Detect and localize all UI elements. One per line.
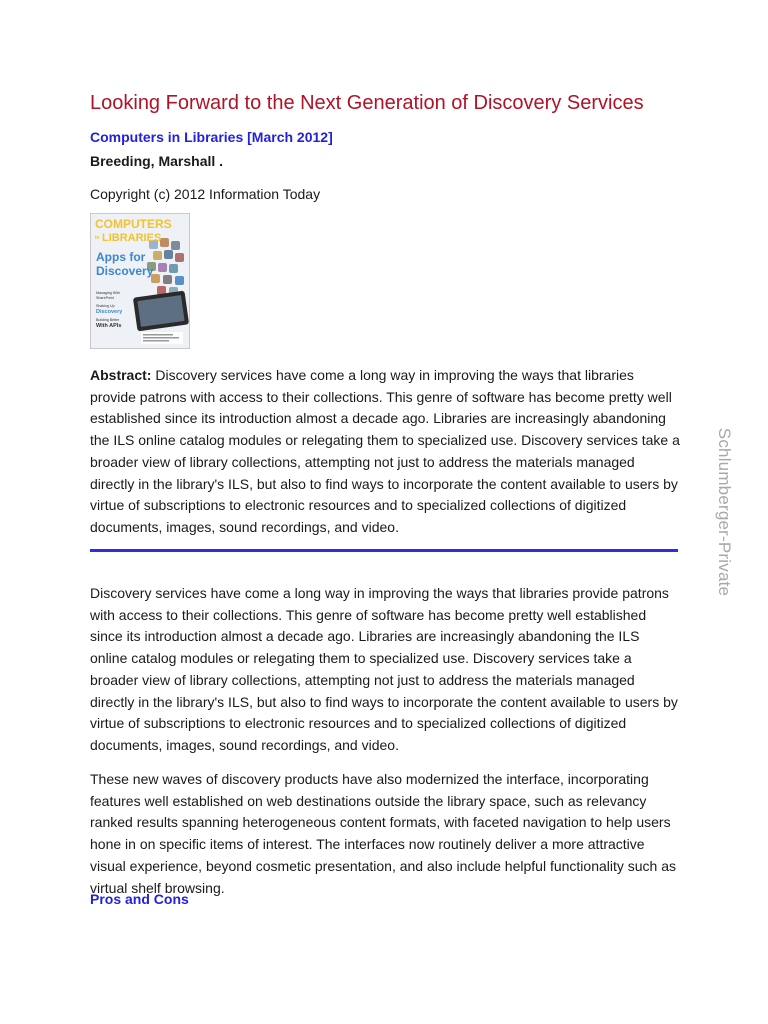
copyright-notice: Copyright (c) 2012 Information Today: [90, 186, 321, 202]
body-paragraph: Discovery services have come a long way in improving the ways that libraries provide patrons with access to their collections. This genre of software has become pretty well established since its introduction almost a decade ago. Libraries are increasingly abandoning the ILS online catalog modules or relegating them to specialized use. Discovery services take a broader view of library collections, attempting not just to address the materials managed directly in the library's ILS, but also to find ways to incorporate the content available to users by virtue of subscriptions to electronic resources and to specialized collections of digitized documents, images, sound recordings, and video.: [90, 585, 678, 753]
magazine-cover-art: [91, 214, 189, 348]
article-title: Looking Forward to the Next Generation of Discovery Services: [90, 92, 644, 114]
cover-teaser-4: Discovery: [96, 309, 123, 315]
cover-masthead-bottom: LIBRARIES: [102, 232, 162, 244]
section-divider: [90, 549, 678, 552]
cover-teaser-6: With APIs: [96, 323, 122, 329]
cover-headline-1: Apps for: [96, 250, 146, 264]
abstract-paragraph: [90, 365, 680, 539]
cover-teaser-3: Shaking Up: [96, 304, 115, 308]
cover-masthead-mid: in: [95, 235, 100, 241]
body-paragraph: These new waves of discovery products have also modernized the interface, incorporating features well established on web destinations outside the library space, such as relevancy ranked results spanning heterogeneous content formats, with faceted navigation to help users hone in on specific items of interest. The interfaces now routinely deliver a more attractive visual experience, beyond cosmetic presentation, and also include helpful functionality such as virtual shelf browsing.: [90, 771, 677, 896]
pros-and-cons-link[interactable]: Pros and Cons: [90, 891, 189, 907]
magazine-cover-image: [90, 213, 190, 349]
cover-headline-2: Discovery: [96, 264, 154, 278]
cover-teaser-5: Building Better: [96, 318, 120, 322]
cover-teaser-2: SharePoint: [96, 296, 114, 300]
publication-link[interactable]: Computers in Libraries [March 2012]: [90, 129, 333, 145]
cover-teaser-1: Managing With: [96, 291, 120, 295]
abstract-label: Abstract:: [90, 367, 152, 383]
abstract-text: Discovery services have come a long way in improving the ways that libraries provide patrons with access to their collections. This genre of software has become pretty well established since its introduction almost a decade ago. Libraries are increasingly abandoning the ILS online catalog modules or relegating them to specialized use. Discovery services take a broader view of library collections, attempting not just to address the materials managed directly in the library's ILS, but also to find ways to incorporate the content available to users by virtue of subscriptions to electronic resources and to specialized collections of digitized documents, images, sound recordings, and video.: [90, 367, 680, 535]
author-name: Breeding, Marshall .: [90, 153, 224, 169]
classification-watermark: Schlumberger-Private: [715, 427, 734, 597]
cover-masthead-top: COMPUTERS: [95, 217, 172, 231]
